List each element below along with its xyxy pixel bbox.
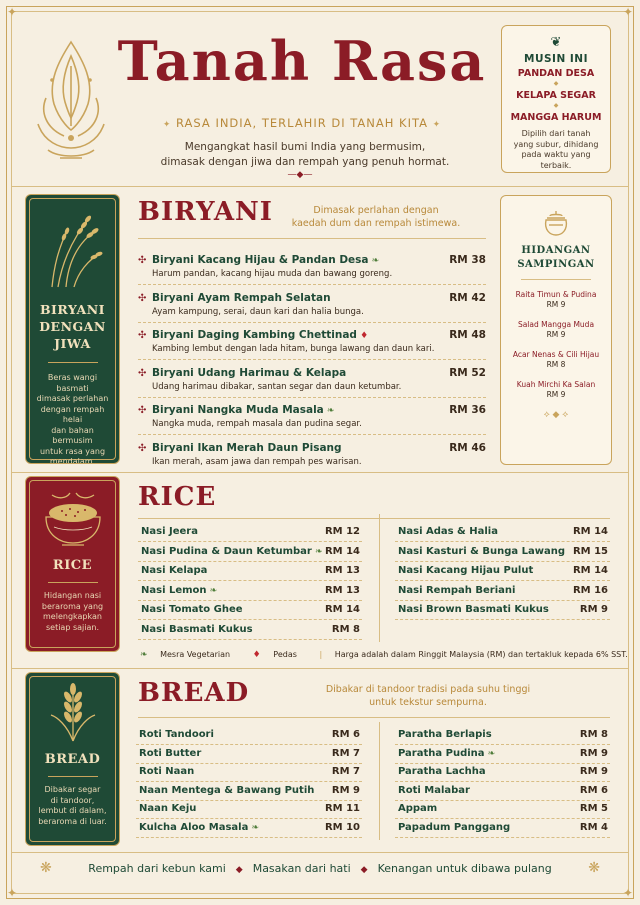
leaf-icon: ❧	[140, 650, 148, 660]
flower-bullet-icon: ✣	[138, 442, 147, 454]
leaf-icon: ❧	[323, 406, 335, 416]
subtitle-line: Dibakar di tandoor tradisi pada suhu tinggi	[325, 684, 531, 695]
side-item-name: Kuah Mirchi Ka Salan	[516, 380, 596, 389]
subtitle-line: untuk tekstur sempurna.	[369, 697, 487, 708]
item-price: RM 10	[324, 822, 360, 833]
item-name	[139, 729, 214, 740]
item-price: RM 5	[579, 803, 608, 815]
rice-section-title: RICE	[138, 482, 217, 512]
leaf-sprig-icon: ❦	[550, 35, 562, 50]
item-name-text: Naan Mentega & Bawang Putih	[139, 784, 315, 796]
season-title: MUSIN INI	[524, 53, 588, 65]
chili-icon: ♦	[252, 650, 261, 660]
title-rule	[138, 717, 610, 718]
leaf-icon: ❧	[484, 748, 496, 759]
menu-row	[136, 726, 362, 745]
column-divider	[379, 722, 380, 840]
side-title-line: SAMPINGAN	[517, 259, 595, 270]
item-separator	[138, 434, 486, 435]
item-name	[152, 292, 331, 304]
header-divider-icon: —◆—	[287, 170, 313, 180]
rice-panel-title: RICE	[52, 558, 93, 573]
corner-ornament-icon: ✦	[6, 5, 18, 19]
biryani-section-subtitle	[286, 204, 466, 230]
item-name	[152, 254, 379, 266]
item-name	[141, 604, 243, 615]
lotus-ornament-icon	[34, 38, 108, 166]
item-name	[139, 748, 201, 759]
flower-bullet-icon: ✣	[138, 255, 147, 266]
item-price: RM 7	[331, 747, 360, 759]
item-name-text: Roti Naan	[139, 766, 195, 778]
item-price: RM 8	[331, 624, 360, 635]
item-description: Harum pandan, kacang hijau muda dan bawang goreng.	[152, 269, 393, 279]
item-price: RM 14	[324, 604, 360, 616]
item-name-text: Roti Malabar	[398, 784, 470, 796]
side-item-price: RM 9	[546, 390, 566, 399]
menu-row	[136, 782, 362, 801]
item-name-text: Biryani Kacang Hijau & Pandan Desa	[152, 254, 369, 266]
item-price: RM 13	[324, 584, 360, 596]
item-name	[141, 546, 323, 557]
season-note-line: pada waktu yang terbaik.	[521, 150, 591, 170]
item-name	[139, 822, 259, 833]
panel-desc-line: lembut di dalam,	[38, 806, 107, 815]
item-name-text: Papadum Panggang	[398, 822, 511, 833]
item-description: Ayam kampung, serai, daun kari dan halia bunga.	[152, 306, 364, 317]
flower-bullet-icon: ✣	[138, 405, 147, 416]
footer-ornament-icon: ❋	[40, 860, 52, 876]
item-name-text: Paratha Berlapis	[398, 729, 492, 740]
panel-desc-line: dengan rempah helai	[40, 404, 105, 424]
legend	[140, 650, 628, 660]
item-name-text: Biryani Nangka Muda Masala	[152, 404, 324, 416]
season-item: KELAPA SEGAR	[516, 90, 596, 101]
rice-panel	[25, 476, 120, 652]
item-name	[398, 748, 495, 759]
corner-ornament-icon: ✦	[622, 5, 634, 19]
item-name	[141, 526, 198, 537]
footer-item: Rempah dari kebun kami	[88, 862, 226, 875]
item-name-text: Roti Tandoori	[139, 729, 214, 740]
leaf-icon: ❧	[368, 256, 380, 266]
flower-bullet-icon: ✣	[138, 330, 147, 341]
chili-icon: ♦	[356, 331, 369, 341]
item-separator	[138, 397, 486, 398]
legend-spicy	[253, 650, 307, 659]
item-name-text: Biryani Udang Harimau & Kelapa	[152, 366, 347, 379]
legend-note: Harga adalah dalam Ringgit Malaysia (RM) dan tertakluk kepada 6% SST.	[334, 650, 628, 659]
side-foot-ornament-icon: ⟡ ◆ ⟡	[543, 410, 569, 420]
footer-item: Masakan dari hati	[252, 862, 351, 875]
item-description: Nangka muda, rempah masala dan pudina segar.	[152, 419, 362, 429]
item-name	[141, 624, 253, 635]
item-name-text: Nasi Lemon	[141, 584, 207, 596]
panel-desc-line: dimasak perlahan	[36, 394, 109, 403]
panel-title-line: DENGAN	[39, 319, 106, 334]
item-price: RM 14	[572, 565, 608, 577]
item-name-text: Appam	[398, 803, 438, 815]
biryani-section-title: BIRYANI	[138, 197, 273, 227]
item-price: RM 15	[572, 545, 608, 557]
subtitle-line: kaedah dum dan rempah istimewa.	[291, 218, 461, 229]
panel-desc-line: beraroma di luar.	[38, 816, 107, 826]
item-name	[152, 442, 342, 454]
side-dishes-list	[501, 290, 611, 400]
item-name	[398, 803, 437, 814]
rice-panel-desc	[26, 591, 119, 633]
item-separator	[138, 284, 486, 285]
item-name-text: Roti Butter	[139, 747, 202, 759]
legend-separator: |	[319, 650, 323, 659]
tagline-text: RASA INDIA, TERLAHIR DI TANAH KITA	[176, 116, 428, 130]
corner-ornament-icon: ✦	[6, 886, 18, 900]
menu-row	[138, 582, 362, 601]
bread-section-subtitle	[318, 683, 538, 709]
title-rule	[138, 518, 610, 519]
dot-icon: ◆	[553, 102, 559, 109]
biryani-panel-desc	[26, 373, 119, 464]
item-name-text: Naan Keju	[139, 803, 197, 815]
brand-desc-line: Mengangkat hasil bumi India yang bermusim,	[184, 141, 426, 153]
item-price: RM 12	[324, 526, 360, 537]
item-price: RM 9	[579, 766, 608, 778]
rice-bowl-icon	[40, 487, 106, 549]
side-dishes-box	[500, 195, 612, 465]
side-dishes-title	[501, 244, 611, 272]
side-item-price: RM 8	[546, 360, 566, 369]
panel-title-line: BIRYANI	[39, 302, 105, 317]
title-rule	[138, 238, 486, 239]
legend-vegetarian	[140, 650, 240, 659]
item-name	[398, 565, 533, 576]
item-name	[152, 404, 334, 416]
menu-row	[136, 745, 362, 764]
panel-desc-line: dan bahan bermusim	[51, 425, 94, 445]
item-name-text: Paratha Pudina	[398, 747, 485, 759]
item-price: RM 8	[579, 729, 608, 740]
diamond-icon: ◆	[235, 865, 243, 875]
panel-desc-line: setiap sajian.	[45, 622, 99, 632]
menu-row	[395, 562, 610, 581]
item-description: Kambing lembut dengan lada hitam, bunga lawang dan daun kari.	[152, 344, 435, 354]
item-price: RM 16	[572, 584, 608, 596]
footer-text	[0, 862, 640, 875]
item-price: RM 52	[449, 366, 486, 379]
item-price: RM 38	[449, 254, 486, 266]
legend-spicy-label: Pedas	[273, 650, 297, 659]
panel-title-line: JIWA	[54, 336, 91, 351]
item-price: RM 4	[579, 822, 608, 833]
section-divider	[12, 186, 628, 187]
side-item-name: Raita Timun & Pudina	[515, 290, 597, 299]
menu-row	[138, 621, 362, 640]
wheat-icon	[43, 681, 103, 743]
subtitle-line: Dimasak perlahan dengan	[313, 205, 439, 216]
side-rule	[521, 279, 591, 280]
item-name-text: Biryani Ayam Rempah Selatan	[152, 291, 331, 304]
section-divider	[12, 472, 628, 473]
menu-row	[395, 543, 610, 562]
item-price: RM 48	[449, 329, 486, 341]
panel-desc-line: beraroma yang	[41, 601, 104, 611]
item-price: RM 14	[572, 526, 608, 537]
item-name-text: Nasi Pudina & Daun Ketumbar	[141, 545, 312, 557]
season-box	[501, 25, 611, 173]
side-item-price: RM 9	[546, 300, 566, 309]
item-name-text: Kulcha Aloo Masala	[139, 822, 249, 833]
menu-row	[138, 562, 362, 581]
column-divider	[379, 514, 380, 642]
side-item-name: Acar Nenas & Cili Hijau	[512, 350, 600, 359]
menu-row	[138, 543, 362, 562]
item-description: Udang harimau dibakar, santan segar dan daun ketumbar.	[152, 381, 402, 392]
item-price: RM 14	[324, 545, 360, 557]
menu-row	[395, 745, 610, 764]
diamond-icon: ◆	[360, 865, 368, 875]
item-name	[398, 729, 492, 740]
footer-ornament-icon: ❋	[588, 860, 600, 876]
panel-desc-line: melengkapkan	[43, 612, 102, 621]
item-name	[141, 565, 207, 576]
item-name	[152, 329, 368, 341]
item-price: RM 6	[331, 729, 360, 740]
panel-desc-line: untuk rasa yang	[39, 446, 106, 456]
menu-row	[395, 819, 610, 838]
panel-rule	[48, 362, 98, 363]
bread-panel-title: BREAD	[44, 752, 101, 767]
item-name	[139, 766, 194, 777]
menu-row	[395, 523, 610, 542]
season-note	[502, 129, 610, 171]
item-separator	[138, 322, 486, 323]
item-name	[152, 367, 346, 379]
item-name-text: Nasi Jeera	[141, 526, 198, 537]
menu-row	[395, 726, 610, 745]
panel-rule	[48, 582, 98, 583]
brand-desc-line: dimasak dengan jiwa dan rempah yang penuh hormat.	[160, 156, 450, 168]
item-name-text: Biryani Daging Kambing Chettinad	[152, 329, 357, 341]
dot-icon: ◆	[553, 80, 559, 87]
item-name-text: Nasi Basmati Kukus	[141, 624, 253, 635]
biryani-panel	[25, 194, 120, 464]
flower-bullet-icon: ✣	[138, 367, 147, 379]
menu-row	[395, 800, 610, 819]
diamond-icon: ✦	[162, 120, 172, 130]
panel-desc-line: Beras wangi basmati	[47, 373, 98, 393]
item-name-text: Nasi Kasturi & Bunga Lawang	[398, 545, 566, 557]
panel-desc-line: di tandoor,	[50, 795, 95, 805]
section-divider	[12, 668, 628, 669]
item-price: RM 11	[324, 803, 360, 815]
item-name	[139, 785, 314, 796]
item-price: RM 46	[449, 441, 486, 454]
season-item: MANGGA HARUM	[510, 112, 602, 123]
item-price: RM 36	[449, 404, 486, 416]
item-name	[398, 604, 549, 615]
item-name	[398, 526, 498, 537]
pot-icon	[541, 208, 571, 238]
item-name-text: Biryani Ikan Merah Daun Pisang	[152, 441, 342, 454]
season-note-line: yang subur, dihidang	[513, 139, 599, 149]
item-name-text: Nasi Rempah Beriani	[398, 584, 516, 596]
season-item: PANDAN DESA	[517, 68, 595, 79]
menu-row	[395, 763, 610, 782]
bread-panel-desc	[26, 785, 119, 827]
brand-tagline	[112, 116, 492, 130]
item-price: RM 42	[449, 291, 486, 304]
item-name	[139, 803, 196, 814]
side-item-name: Salad Mangga Muda	[517, 320, 595, 329]
menu-row	[395, 782, 610, 801]
legend-vegetarian-label: Mesra Vegetarian	[160, 650, 231, 659]
item-name	[398, 585, 515, 596]
item-separator	[138, 359, 486, 360]
leaf-icon: ❧	[206, 585, 218, 596]
menu-row	[395, 601, 610, 620]
item-name-text: Paratha Lachha	[398, 766, 486, 778]
item-description: Ikan merah, asam jawa dan rempah pes warisan.	[152, 456, 362, 467]
biryani-panel-title	[26, 301, 119, 352]
menu-row	[136, 800, 362, 819]
item-name-text: Nasi Kacang Hijau Pulut	[398, 565, 534, 577]
brand-title: Tanah Rasa	[117, 29, 487, 93]
item-price: RM 7	[331, 766, 360, 778]
item-price: RM 9	[579, 604, 608, 616]
menu-row	[395, 582, 610, 601]
bread-section-title: BREAD	[138, 678, 250, 708]
menu-row	[138, 601, 362, 620]
panel-desc-line: mendalam.	[49, 457, 96, 464]
panel-rule	[48, 776, 98, 777]
item-name	[398, 546, 565, 557]
brand-description	[150, 140, 460, 170]
rice-stalk-icon	[38, 203, 108, 289]
leaf-icon: ❧	[248, 823, 260, 833]
footer-item: Kenangan untuk dibawa pulang	[377, 862, 552, 875]
item-price: RM 9	[331, 784, 360, 796]
side-title-line: HIDANGAN	[521, 245, 591, 256]
item-name-text: Nasi Brown Basmati Kukus	[398, 604, 549, 616]
item-name-text: Nasi Adas & Halia	[398, 526, 498, 537]
menu-row	[138, 523, 362, 542]
side-item-price: RM 9	[546, 330, 566, 339]
bread-panel	[25, 672, 120, 846]
item-price: RM 6	[579, 784, 608, 796]
menu-row	[136, 763, 362, 782]
item-name	[141, 585, 217, 596]
item-name-text: Nasi Tomato Ghee	[141, 604, 243, 616]
season-note-line: Dipilih dari tanah	[521, 129, 591, 138]
flower-bullet-icon: ✣	[138, 292, 147, 304]
item-price: RM 9	[579, 747, 608, 759]
item-name	[398, 822, 510, 833]
panel-desc-line: Hidangan nasi	[43, 591, 102, 600]
item-name	[398, 785, 470, 796]
panel-desc-line: Dibakar segar	[44, 785, 101, 794]
item-name-text: Nasi Kelapa	[141, 565, 208, 577]
item-price: RM 13	[324, 565, 360, 577]
item-name	[398, 766, 486, 777]
corner-ornament-icon: ✦	[622, 886, 634, 900]
menu-row	[136, 819, 362, 838]
diamond-icon: ✦	[432, 120, 442, 130]
leaf-icon: ❧	[311, 546, 323, 557]
